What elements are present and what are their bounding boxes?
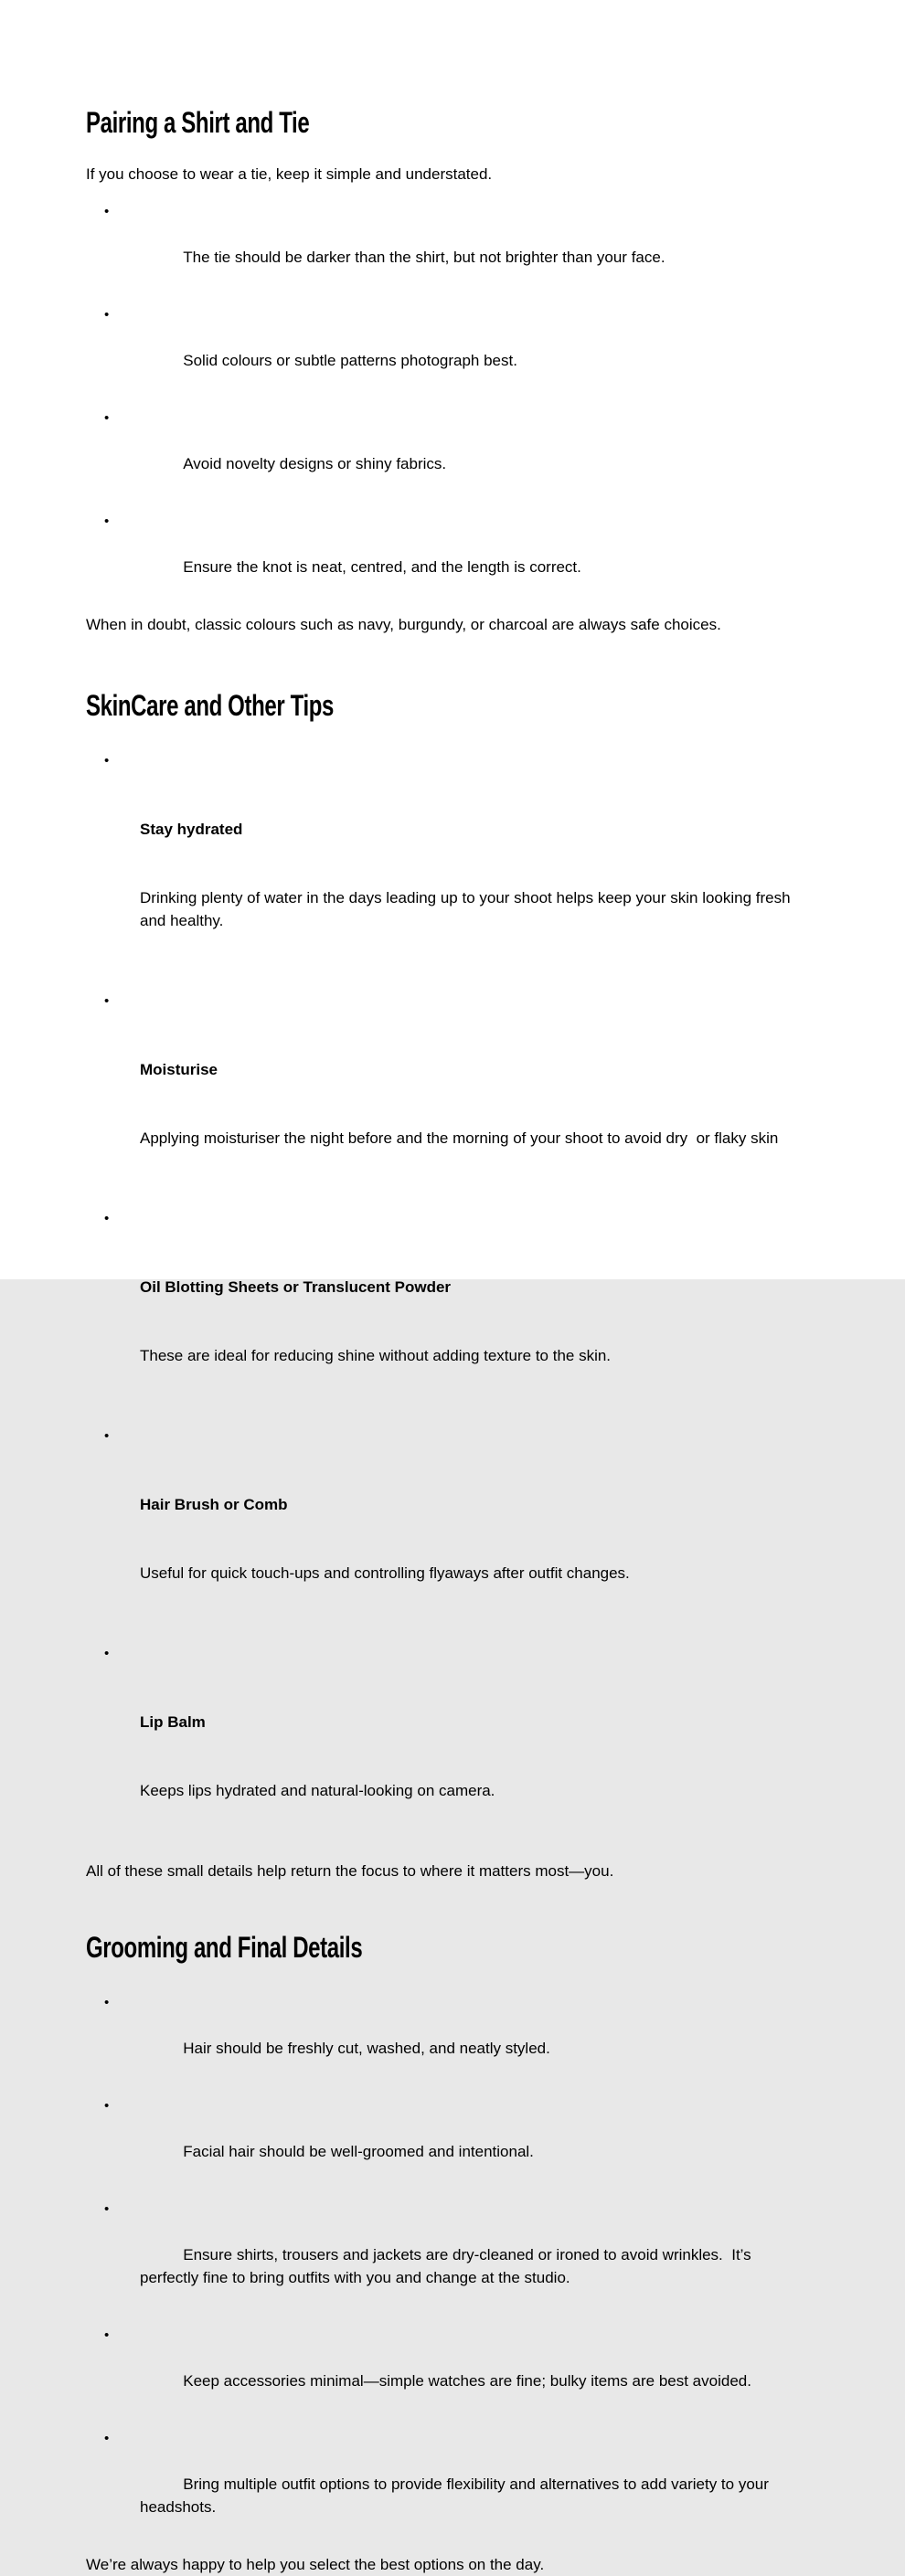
intro-paragraph: If you choose to wear a tie, keep it simple and understated. bbox=[86, 165, 493, 183]
bullet-list bbox=[86, 749, 810, 1848]
bullet-description: Keeps lips hydrated and natural-looking on camera. bbox=[140, 1782, 495, 1799]
bullet-icon: • bbox=[104, 993, 110, 1009]
closing-paragraph: We’re always happy to help you select the best options on the day. bbox=[86, 2556, 545, 2573]
section-pairing-shirt-tie bbox=[86, 108, 810, 636]
section-heading-text: SkinCare and Other Tips bbox=[86, 689, 335, 722]
bullet-title: Moisturise bbox=[140, 1061, 218, 1078]
bullet-title: Oil Blotting Sheets or Translucent Powder bbox=[140, 1278, 452, 1296]
bullet-title: Lip Balm bbox=[140, 1713, 206, 1731]
section-grooming-details bbox=[86, 1933, 810, 2576]
bullet-icon: • bbox=[104, 1428, 110, 1444]
list-item bbox=[86, 749, 810, 978]
closing-paragraph: All of these small details help return the focus to where it matters most—you. bbox=[86, 1862, 614, 1880]
bullet-text: The tie should be darker than the shirt, but not brighter than your face. bbox=[183, 249, 665, 266]
list-item bbox=[86, 2094, 810, 2186]
bullet-text: Avoid novelty designs or shiny fabrics. bbox=[183, 455, 447, 472]
list-item bbox=[86, 407, 810, 498]
list-item bbox=[86, 1991, 810, 2083]
bullet-icon: • bbox=[104, 2431, 110, 2446]
bullet-title: Stay hydrated bbox=[140, 821, 243, 838]
bullet-icon: • bbox=[104, 753, 110, 769]
list-item bbox=[86, 1207, 810, 1413]
bullet-icon: • bbox=[104, 1646, 110, 1661]
bullet-icon: • bbox=[104, 514, 110, 529]
section-heading bbox=[86, 108, 810, 137]
section-heading-text: Pairing a Shirt and Tie bbox=[86, 106, 310, 139]
bullet-list bbox=[86, 1991, 810, 2541]
bullet-icon: • bbox=[104, 2327, 110, 2343]
section-heading bbox=[86, 691, 810, 720]
bullet-title: Hair Brush or Comb bbox=[140, 1496, 288, 1513]
bullet-text: Bring multiple outfit options to provide flexibility and alternatives to add variety to your headshots. bbox=[140, 2475, 773, 2516]
bullet-text: Ensure shirts, trousers and jackets are dry-cleaned or ironed to avoid wrinkles. It’s perfectly fine to bring outfits with you and change at the studio. bbox=[140, 2246, 756, 2286]
list-item bbox=[86, 200, 810, 292]
section-skincare-tips bbox=[86, 691, 810, 1882]
list-item bbox=[86, 990, 810, 1195]
bullet-text: Keep accessories minimal—simple watches are fine; bulky items are best avoided. bbox=[183, 2372, 751, 2390]
bullet-text: Facial hair should be well-groomed and intentional. bbox=[183, 2143, 534, 2160]
list-item bbox=[86, 2198, 810, 2312]
closing-paragraph: When in doubt, classic colours such as navy, burgundy, or charcoal are always safe choices. bbox=[86, 616, 721, 633]
bullet-text: Solid colours or subtle patterns photograph best. bbox=[183, 352, 517, 369]
section-heading bbox=[86, 1933, 810, 1962]
section-heading-text: Grooming and Final Details bbox=[86, 1931, 363, 1964]
bullet-description: Applying moisturiser the night before and the morning of your shoot to avoid dry or flaky skin bbox=[140, 1129, 779, 1147]
list-item bbox=[86, 2324, 810, 2415]
bullet-text: Hair should be freshly cut, washed, and neatly styled. bbox=[183, 2040, 550, 2057]
list-item bbox=[86, 1642, 810, 1848]
bullet-description: Drinking plenty of water in the days leading up to your shoot helps keep your skin looking fresh and healthy. bbox=[140, 889, 795, 929]
bullet-icon: • bbox=[104, 2201, 110, 2217]
bullet-description: These are ideal for reducing shine without adding texture to the skin. bbox=[140, 1347, 612, 1364]
bullet-icon: • bbox=[104, 2098, 110, 2114]
bullet-icon: • bbox=[104, 410, 110, 426]
bullet-icon: • bbox=[104, 1211, 110, 1226]
bullet-text: Ensure the knot is neat, centred, and the length is correct. bbox=[183, 558, 581, 576]
list-item bbox=[86, 1425, 810, 1630]
bullet-icon: • bbox=[104, 307, 110, 323]
bullet-icon: • bbox=[104, 1995, 110, 2010]
list-item bbox=[86, 2427, 810, 2541]
bullet-description: Useful for quick touch-ups and controlling flyaways after outfit changes. bbox=[140, 1564, 630, 1582]
bullet-icon: • bbox=[104, 204, 110, 219]
bullet-list bbox=[86, 200, 810, 601]
list-item bbox=[86, 303, 810, 395]
list-item bbox=[86, 510, 810, 601]
